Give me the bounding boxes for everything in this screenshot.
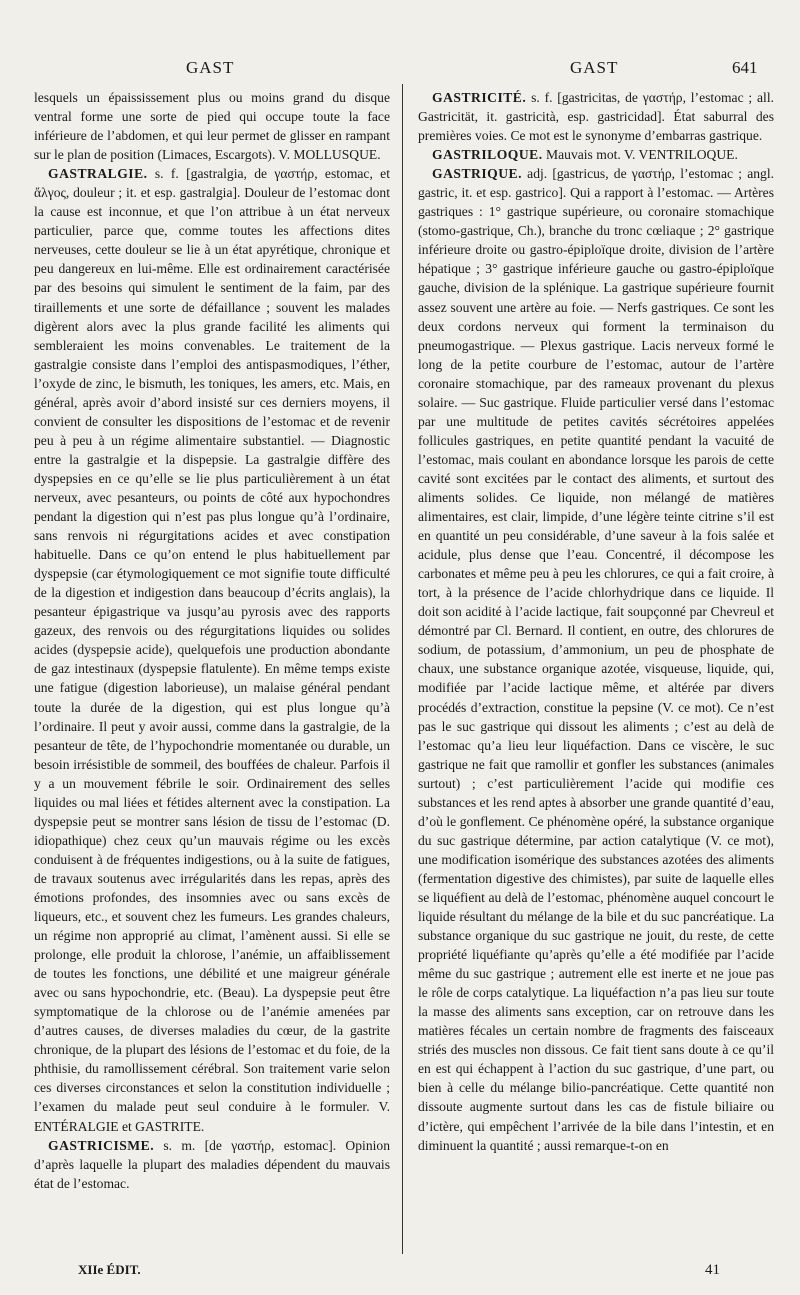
dictionary-entry (34, 164, 390, 1135)
entry-text: s. f. [gastricitas, de γαστήρ, l’estomac ; all. Gastricität, it. gastricità, esp. gastricidad]. État saburral des premières voies. Ce mot est le synonyme d’embarras gastrique. (418, 90, 774, 144)
entry-text: adj. [gastricus, de γαστήρ, l’estomac ; angl. gastric, it. et esp. gastrico]. Qui a rapport à l’estomac. — Artères gastriques : 1° gastrique supérieure, ou coronaire stomachique (stomo-gastrique, Ch.), branche du tronc cœliaque ; 2° gastrique inférieure droite ou gastro-épiploïque droite, division de l’artère hépatique ; 3° gastrique inférieure gauche ou gastro-épiploïque gauche, division de la splénique. La gastrique supérieure fournit assez souvent une artère au foie. — Nerfs gastriques. Ce sont les deux cordons nerveux qui forment la terminaison du pneumogastrique. — Plexus gastrique. Lacis nerveux formé le long de la petite courbure de l’estomac, autour de l’artère coronaire stomachique, par des rameaux provenant du plexus solaire. — Suc gastrique. Fluide particulier versé dans l’estomac par une multitude de petites cavités sécrétoires appelées follicules gastriques, en petite quantité pendant la vacuité de l’estomac, mais coulant en abondance lorsque les parois de cette cavité sont excitées par le contact des aliments, et surtout des aliments solides. Ce liquide, non mélangé de matières alimentaires, est clair, limpide, d’une légère teinte citrine s’il est en quantité un peu considérable, d’une saveur à la fois salée et acidule, plus dense que l’eau. Concentré, il décompose les carbonates et même peu à peu les chlorures, ce qui a fait croire, à tort, à la présence de l’acide chlorhydrique dans ce liquide. Il doit son acidité à l’acide lactique, fait soupçonné par Chevreul et démontré par Cl. Bernard. Il contient, en outre, des chlorures de sodium, de potassium, d’ammonium, un peu de phosphate de chaux, une substance organique azotée, visqueuse, liquide, qui, modifiée par l’acide lactique même, et altérée par divers procédés d’extraction, constitue la pepsine (V. ce mot). Ce n’est pas le suc gastrique qui dissout les aliments ; c’est au delà de l’estomac qu’a lieu leur liquéfaction. Dans ce viscère, le suc gastrique ne fait que ramollir et gonfler les substances (animales surtout) ; c’est particulièrement l’acide qui modifie ces substances et les rend aptes à absorber une grande quantité d’eau, d’où le gonflement. Ce phénomène opéré, la substance organique du suc gastrique détermine, par action catalytique (V. ce mot), une modification isomérique des substances azotées des aliments (fermentation digestive des chimistes), par suite de laquelle elles se liquéfient au delà de l’estomac, phénomène auquel concourt le liquide résultant du mélange de la bile et du suc pancréatique. La substance organique du suc gastrique ne jouit, du reste, de cette propriété liquéfiante qu’après qu’elle a été modifiée par l’acide même du suc gastrique ; autrement elle est inerte et ne joue pas le rôle de corps catalytique. La liquéfaction n’a pas lieu sur toute la masse des aliments sans exception, car on retrouve dans les matières fécales un certain nombre de fragments des faisceaux striés des muscles non dissous. Ce fait tient sans doute à ce qu’il en est qui échappent à l’action du suc gastrique, d’une part, ou bien à celle du mélange bilio-pancréatique. Cette quantité non dissoute augmente surtout dans les cas de fistule biliaire ou d’ictère, qui empêchent l’arrivée de la bile dans l’intestin, et en diminuent la quantité ; aussi remarque-t-on en (418, 166, 774, 1153)
entry-text: lesquels un épaississement plus ou moins grand du disque ventral forme une sorte de pied qui occupe toute la face inférieure de l’abdomen, et qui leur permet de glisser en rampant sur le plan de position (Limaces, Escargots). V. MOLLUSQUE. (34, 90, 390, 163)
edition-footer: XIIe ÉDIT. (78, 1262, 141, 1277)
entry-headword: GASTRICITÉ. (432, 90, 527, 105)
page-number: 641 (732, 58, 758, 77)
running-head-right: GAST (570, 58, 619, 77)
dictionary-entry (418, 145, 774, 164)
entry-text: s. f. [gastralgia, de γαστήρ, estomac, et ἄλγος, douleur ; it. et esp. gastralgia]. Douleur de l’estomac dont la cause est inconnue, et que l’on attribue à un état nerveux particulier, parce que, comme toutes les affections dites nerveuses, cette douleur se lie à un état apyrétique, chronique et peu dangereux en lui-même. Elle est ordinairement caractérisée par des besoins qui simulent le sentiment de la faim, par des tiraillements et une sorte de défaillance ; souvent les malades digèrent alors avec la plus grande facilité les aliments qui sembleraient les moins convenables. Le traitement de la gastralgie consiste dans l’emploi des antispasmodiques, l’éther, l’oxyde de zinc, le bismuth, les toniques, les amers, etc. Mais, en général, après avoir d’abord insisté sur ces derniers moyens, il convient de consulter les dispositions de l’estomac et de revenir peu à peu à un régime alimentaire substantiel. — Diagnostic entre la gastralgie et la dispepsie. La gastralgie diffère des dyspepsies en ce qu’elle se lie plus particulièrement à un état nerveux, avec pesanteurs, ou points de côté aux hypochondres pendant la digestion qui n’est pas plus longue qu’à l’ordinaire, sans renvois ni régurgitations acides et avec constipation habituelle. Dans ce qu’on entend le plus habituellement par dyspepsie (car étymologiquement ce mot signifie toute difficulté de la digestion et indigestion dans beaucoup d’écrits anglais), la pesanteur épigastrique va jusqu’au pyrosis avec des rapports gazeux, des renvois ou des régurgitations liquides ou solides acides (dyspepsie acide), quelquefois une production abondante de gaz intestinaux (dyspepsie flatulente). En même temps existe une fatigue (digestion laborieuse), un malaise général pendant toute la durée de la digestion, qui est plus longue qu’à l’ordinaire. Il peut y avoir aussi, comme dans la gastralgie, de la pesanteur de tête, de l’hypochondrie momentanée ou durable, un besoin irrésistible de sommeil, des bouffées de chaleur. Parfois il y a un mouvement fébrile le soir. Ordinairement des selles liquides ou mal liées et fétides alternent avec la constipation. La dyspepsie peut se montrer sans lésion de tissu de l’estomac (D. idiopathique) chez ceux qu’un mauvais régime ou les excès conduisent à de fréquentes indigestions, ou à la suite de fatigues, de travaux soutenus avec irrégularités dans les repas, après des émotions profondes, des insomnies avec ou sans excès de liqueurs, etc., et souvent chez les fumeurs. Les grandes chaleurs, un régime non approprié au climat, l’amènent aussi. Si elle se prolonge, elle produit la chlorose, l’anémie, un affaiblissement de toutes les fonctions, une débilité et une maigreur générale avec ou sans hypochondrie, etc. (Beau). La dyspepsie peut être symptomatique de la chlorose ou de l’anémie amenées par d’autres causes, de diverses maladies du cœur, de la gastrite chronique, de la plupart des lésions de l’estomac et du foie, de la phthisie, du ramollissement cérébral. Son traitement varie selon ces diverses circonstances et selon la constitution individuelle ; l’examen du malade peut seul conduire à le formuler. V. ENTÉRALGIE et GASTRITE. (34, 166, 390, 1134)
entry-text: Mauvais mot. V. VENTRILOQUE. (546, 147, 738, 163)
dictionary-entry (418, 88, 774, 145)
right-column (418, 88, 774, 1248)
entry-headword: GASTRICISME. (48, 1137, 155, 1153)
left-column (34, 88, 390, 1248)
running-head-left: GAST (186, 58, 235, 77)
entry-headword: GASTRALGIE. (48, 166, 148, 182)
dictionary-entry (34, 1136, 390, 1193)
entry-headword: GASTRILOQUE. (432, 147, 543, 163)
entry-continuation (34, 88, 390, 164)
signature-number: 41 (705, 1262, 720, 1278)
entry-headword: GASTRIQUE. (432, 166, 522, 182)
entry-text: s. m. [de γαστήρ, estomac]. Opinion d’après laquelle la plupart des maladies dépendent du mauvais état de l’estomac. (34, 1137, 390, 1191)
column-divider (402, 84, 403, 1254)
dictionary-entry (418, 164, 774, 1154)
